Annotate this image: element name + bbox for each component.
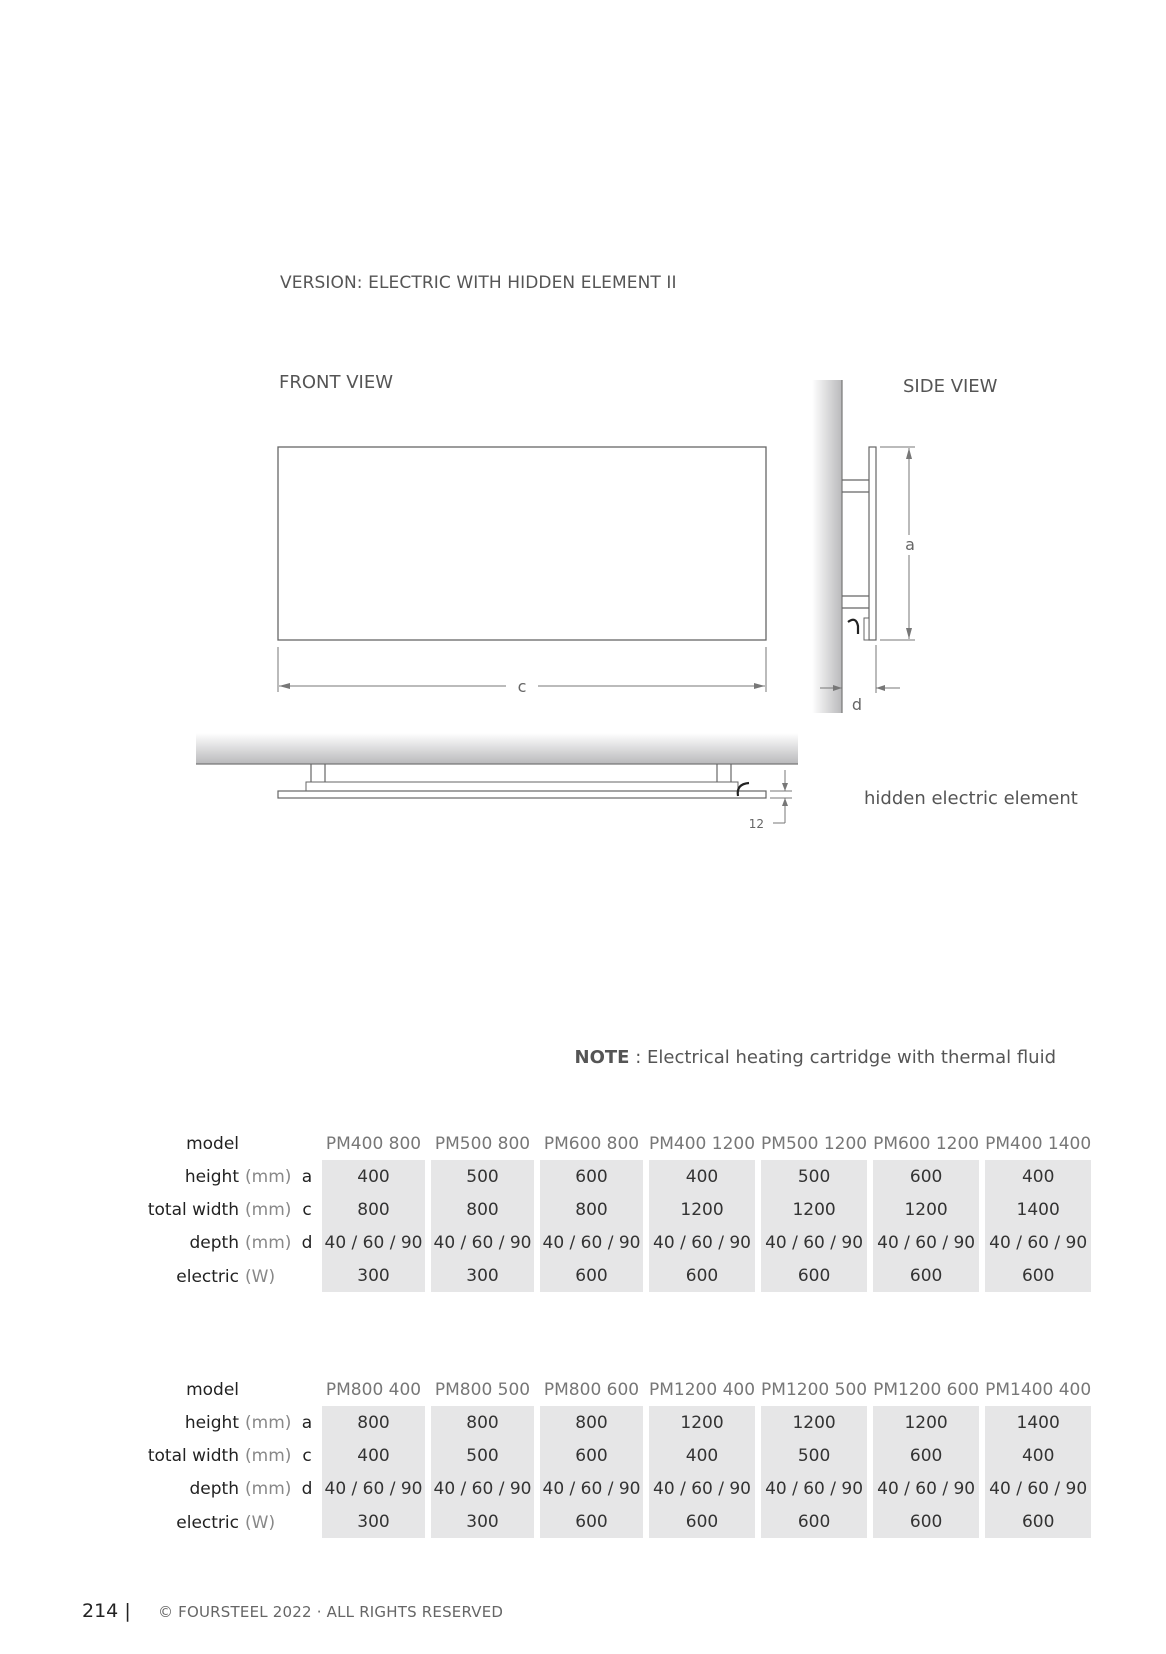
model-cell: PM500 1200: [758, 1127, 870, 1160]
dimension-12-label: 12: [748, 817, 764, 831]
top-view-element: [306, 782, 738, 791]
value-cell: 600: [982, 1505, 1094, 1541]
value-cell: 40 / 60 / 90: [870, 1226, 982, 1259]
value-cell: 600: [870, 1439, 982, 1472]
row-unit: (mm): [245, 1232, 292, 1253]
row-unit: (W): [245, 1267, 276, 1287]
value-cell: 600: [758, 1505, 870, 1541]
side-view-cable: [848, 620, 858, 634]
row-unit: (W): [245, 1513, 276, 1533]
value-cell: 500: [428, 1439, 537, 1472]
value-cell: 40 / 60 / 90: [870, 1472, 982, 1505]
value-cell: 1200: [758, 1406, 870, 1439]
dimension-c-arrow-left: [279, 683, 290, 689]
side-view-wall: [812, 380, 842, 713]
table-row-width: [80, 1193, 1094, 1226]
model-cell: PM1200 600: [870, 1373, 982, 1406]
value-cell: 800: [428, 1406, 537, 1439]
model-cell: PM800 600: [537, 1373, 646, 1406]
value-cell: 600: [646, 1505, 758, 1541]
model-cell: PM800 400: [319, 1373, 428, 1406]
dimension-c-label: c: [517, 677, 527, 696]
table-row-model: [80, 1127, 1094, 1160]
value-cell: 600: [982, 1259, 1094, 1295]
front-view-panel: [278, 447, 766, 640]
row-unit: (mm): [245, 1412, 292, 1433]
model-cell: PM500 800: [428, 1127, 537, 1160]
page-number-value: 214: [82, 1600, 119, 1622]
value-cell: 40 / 60 / 90: [646, 1226, 758, 1259]
table-row-height: [80, 1406, 1094, 1439]
value-cell: 1200: [870, 1193, 982, 1226]
value-cell: 40 / 60 / 90: [428, 1472, 537, 1505]
value-cell: 600: [537, 1439, 646, 1472]
row-label-electric: electric: [176, 1513, 239, 1533]
row-label-height: height: [184, 1412, 239, 1433]
row-label-height: height: [184, 1166, 239, 1187]
table-row-electric: [80, 1259, 1094, 1295]
table-row-depth: [80, 1472, 1094, 1505]
value-cell: 40 / 60 / 90: [319, 1472, 428, 1505]
value-cell: 300: [319, 1259, 428, 1295]
value-cell: 40 / 60 / 90: [537, 1226, 646, 1259]
value-cell: 1200: [646, 1193, 758, 1226]
dimension-a-arrow-bottom: [906, 628, 912, 639]
model-cell: PM1200 400: [646, 1373, 758, 1406]
model-cell: PM1400 400: [982, 1373, 1094, 1406]
value-cell: 300: [319, 1505, 428, 1541]
value-cell: 40 / 60 / 90: [319, 1226, 428, 1259]
row-label-electric: electric: [176, 1267, 239, 1287]
value-cell: 1200: [646, 1406, 758, 1439]
table-row-height: [80, 1160, 1094, 1193]
value-cell: 40 / 60 / 90: [982, 1226, 1094, 1259]
value-cell: 600: [870, 1259, 982, 1295]
value-cell: 600: [646, 1259, 758, 1295]
model-cell: PM1200 500: [758, 1373, 870, 1406]
value-cell: 1200: [758, 1193, 870, 1226]
value-cell: 600: [870, 1505, 982, 1541]
row-label-width: total width: [147, 1199, 239, 1220]
value-cell: 500: [758, 1160, 870, 1193]
row-unit: (mm): [245, 1445, 292, 1466]
model-cell: PM400 1200: [646, 1127, 758, 1160]
dimension-a-arrow-top: [906, 448, 912, 459]
value-cell: 600: [870, 1160, 982, 1193]
value-cell: 600: [537, 1505, 646, 1541]
row-letter: c: [302, 1199, 312, 1220]
table-row-model: [80, 1373, 1094, 1406]
spec-table-1: [80, 1127, 1094, 1295]
value-cell: 300: [428, 1259, 537, 1295]
value-cell: 500: [758, 1439, 870, 1472]
row-label-depth: depth: [189, 1232, 239, 1253]
value-cell: 800: [319, 1406, 428, 1439]
value-cell: 1400: [982, 1193, 1094, 1226]
note-text: : Electrical heating cartridge with thermal fluid: [629, 1047, 1056, 1068]
model-cell: PM600 800: [537, 1127, 646, 1160]
row-unit: (mm): [245, 1478, 292, 1499]
page-number: [82, 1600, 131, 1622]
side-view-label: SIDE VIEW: [903, 376, 998, 397]
value-cell: 800: [537, 1406, 646, 1439]
row-letter: a: [301, 1412, 313, 1433]
value-cell: 1200: [870, 1406, 982, 1439]
spec-table-2: [80, 1373, 1094, 1541]
row-label-model: model: [186, 1379, 239, 1400]
value-cell: 400: [646, 1439, 758, 1472]
copyright: © FOURSTEEL 2022 · ALL RIGHTS RESERVED: [158, 1603, 504, 1621]
table-row-electric: [80, 1505, 1094, 1541]
value-cell: 40 / 60 / 90: [646, 1472, 758, 1505]
model-cell: PM800 500: [428, 1373, 537, 1406]
value-cell: 800: [428, 1193, 537, 1226]
top-view-panel: [278, 791, 766, 798]
value-cell: 40 / 60 / 90: [982, 1472, 1094, 1505]
row-label-depth: depth: [189, 1478, 239, 1499]
row-label-model: model: [186, 1133, 239, 1154]
value-cell: 800: [537, 1193, 646, 1226]
value-cell: 40 / 60 / 90: [758, 1226, 870, 1259]
value-cell: 500: [428, 1160, 537, 1193]
value-cell: 400: [646, 1160, 758, 1193]
dimension-a-label: a: [905, 535, 915, 554]
top-view-wall: [196, 733, 798, 764]
side-view-element: [864, 618, 869, 640]
value-cell: 300: [428, 1505, 537, 1541]
value-cell: 600: [537, 1160, 646, 1193]
table-row-depth: [80, 1226, 1094, 1259]
front-view-label: FRONT VIEW: [279, 372, 394, 393]
dimension-c-arrow-right: [754, 683, 765, 689]
value-cell: 400: [982, 1439, 1094, 1472]
value-cell: 400: [319, 1160, 428, 1193]
row-letter: d: [301, 1478, 313, 1499]
dimension-d-label: d: [851, 695, 863, 714]
value-cell: 600: [537, 1259, 646, 1295]
model-cell: PM400 800: [319, 1127, 428, 1160]
note-bold: NOTE: [574, 1047, 630, 1068]
dimension-d-arrow-right: [876, 685, 885, 691]
row-unit: (mm): [245, 1166, 292, 1187]
value-cell: 600: [758, 1259, 870, 1295]
table-row-width: [80, 1439, 1094, 1472]
page-number-separator: |: [124, 1600, 131, 1622]
value-cell: 40 / 60 / 90: [537, 1472, 646, 1505]
row-letter: c: [302, 1445, 312, 1466]
note: [575, 1047, 1056, 1068]
value-cell: 400: [982, 1160, 1094, 1193]
side-view-panel: [869, 447, 876, 640]
model-cell: PM600 1200: [870, 1127, 982, 1160]
version-title: VERSION: ELECTRIC WITH HIDDEN ELEMENT II: [280, 273, 677, 293]
hidden-element-label: hidden electric element: [864, 788, 1078, 809]
value-cell: 40 / 60 / 90: [758, 1472, 870, 1505]
row-unit: (mm): [245, 1199, 292, 1220]
row-letter: a: [301, 1166, 313, 1187]
value-cell: 40 / 60 / 90: [428, 1226, 537, 1259]
model-cell: PM400 1400: [982, 1127, 1094, 1160]
dimension-12-arrow-top: [782, 783, 788, 791]
row-label-width: total width: [147, 1445, 239, 1466]
value-cell: 400: [319, 1439, 428, 1472]
row-letter: d: [301, 1232, 313, 1253]
value-cell: 800: [319, 1193, 428, 1226]
dimension-12-arrow-bottom: [782, 798, 788, 806]
value-cell: 1400: [982, 1406, 1094, 1439]
